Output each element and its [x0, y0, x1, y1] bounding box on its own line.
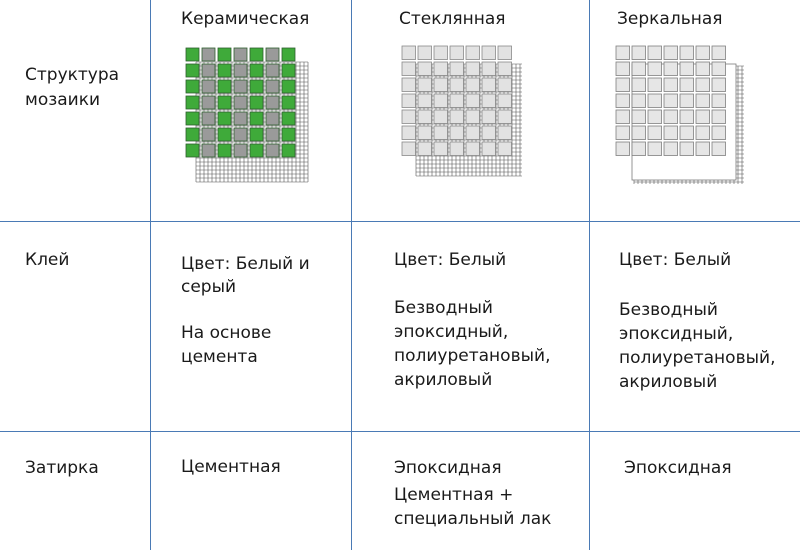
glass-tiles [402, 46, 512, 156]
ceramic-mosaic-illustration [180, 44, 310, 184]
glue-glass-line4: полиуретановый, [394, 346, 551, 366]
grout-glass-line3: специальный лак [394, 509, 552, 529]
grout-ceramic-line1: Цементная [181, 457, 281, 477]
glue-mirror-line5: акриловый [619, 372, 718, 392]
row-label-grout: Затирка [25, 458, 99, 478]
column-header-mirror: Зеркальная [617, 9, 723, 29]
mirror-tiles [616, 46, 726, 156]
glue-ceramic-line4: цемента [181, 347, 258, 367]
glue-mirror-line3: эпоксидный, [619, 324, 734, 344]
grout-mirror-line1: Эпоксидная [624, 458, 732, 478]
glue-ceramic-line2: серый [181, 277, 237, 297]
row-label-glue: Клей [25, 250, 70, 270]
glue-glass-line3: эпоксидный, [394, 322, 509, 342]
glue-ceramic-line1: Цвет: Белый и [181, 254, 310, 274]
row-label-structure-line1: Структура [25, 65, 120, 85]
glue-glass-line1: Цвет: Белый [394, 250, 507, 270]
row-label-structure-line2: мозаики [25, 90, 101, 110]
grid-line-vertical-3 [589, 0, 590, 550]
glue-glass-line2: Безводный [394, 298, 493, 318]
glue-ceramic-line3: На основе [181, 323, 272, 343]
grid-line-vertical-2 [351, 0, 352, 550]
grout-glass-line2: Цементная + [394, 485, 514, 505]
glue-mirror-line4: полиуретановый, [619, 348, 776, 368]
ceramic-tiles [186, 48, 295, 157]
glue-mirror-line1: Цвет: Белый [619, 250, 732, 270]
grout-glass-line1: Эпоксидная [394, 458, 502, 478]
glue-glass-line5: акриловый [394, 370, 493, 390]
mirror-mosaic-illustration [614, 44, 744, 194]
glass-mosaic-illustration [398, 42, 528, 182]
glue-mirror-line2: Безводный [619, 300, 718, 320]
grid-line-vertical-1 [150, 0, 151, 550]
grid-line-horizontal-2 [0, 431, 800, 432]
column-header-ceramic: Керамическая [181, 9, 310, 29]
grid-line-horizontal-1 [0, 221, 800, 222]
column-header-glass: Стеклянная [399, 9, 506, 29]
